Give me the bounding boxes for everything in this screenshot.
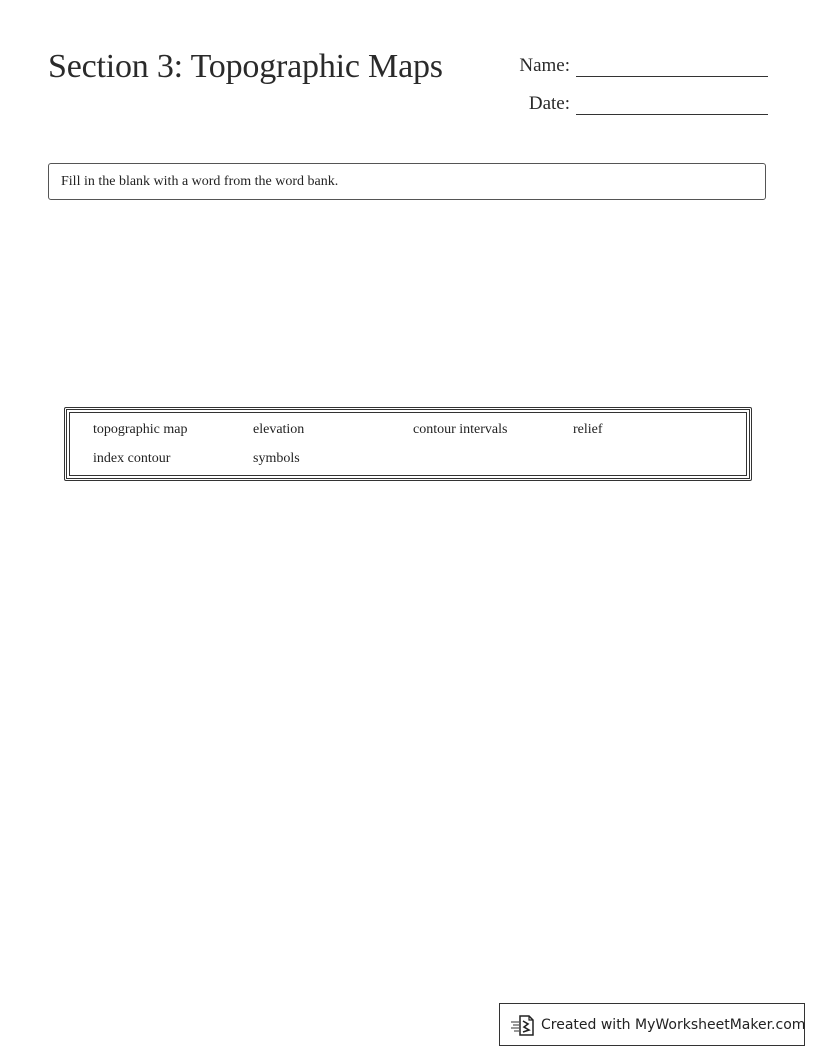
- page-title: Section 3: Topographic Maps: [48, 48, 443, 85]
- word-bank-item: relief: [573, 422, 603, 437]
- instructions-text: Fill in the blank with a word from the word bank.: [61, 173, 339, 189]
- footer-text: Created with MyWorksheetMaker.com: [541, 1016, 806, 1033]
- name-label: Name:: [519, 55, 570, 76]
- footer-badge[interactable]: [499, 1003, 805, 1046]
- name-blank-line: [576, 52, 768, 77]
- instructions-box: [48, 163, 766, 200]
- date-label: Date:: [528, 93, 570, 114]
- name-field: [519, 52, 768, 77]
- word-bank-item: symbols: [253, 451, 300, 466]
- word-bank-grid: [93, 420, 733, 468]
- worksheet-maker-logo-icon: [510, 1013, 536, 1037]
- date-field: [529, 90, 768, 115]
- word-bank-item: elevation: [253, 422, 305, 437]
- word-bank-item: topographic map: [93, 422, 188, 437]
- word-bank-item: index contour: [93, 451, 171, 466]
- word-bank: [64, 407, 752, 481]
- word-bank-item: contour intervals: [413, 422, 508, 437]
- date-blank-line: [576, 90, 768, 115]
